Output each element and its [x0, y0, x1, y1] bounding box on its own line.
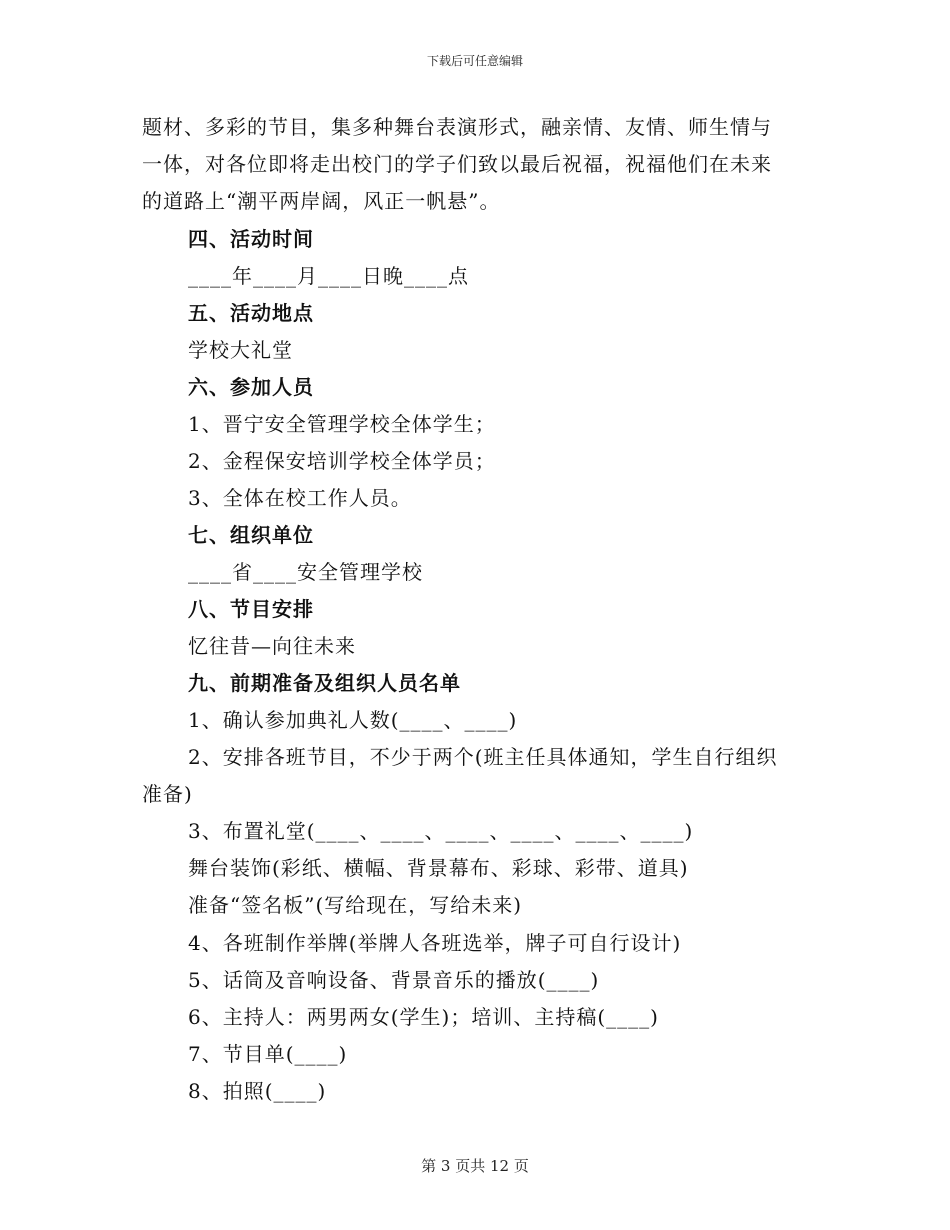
section-heading: 五、活动地点: [188, 301, 314, 325]
list-item: 3、布置礼堂(____、____、____、____、____、____): [188, 819, 694, 843]
list-item-continuation: 准备): [142, 782, 193, 806]
list-item: 6、主持人：两男两女(学生)；培训、主持稿(____): [188, 1005, 659, 1029]
section-text: 学校大礼堂: [188, 338, 293, 362]
page-header: 下载后可任意编辑: [426, 54, 523, 68]
list-item: 3、全体在校工作人员。: [188, 486, 412, 510]
list-subitem: 准备“签名板”(写给现在，写给未来): [188, 893, 523, 917]
list-item: 7、节目单(____): [188, 1042, 348, 1066]
section-heading: 九、前期准备及组织人员名单: [188, 671, 461, 695]
list-item: 4、各班制作举牌(举牌人各班选举，牌子可自行设计): [188, 931, 682, 955]
section-text: 忆往昔—向往未来: [188, 634, 356, 658]
section-heading: 六、参加人员: [188, 375, 314, 399]
section-heading: 八、节目安排: [188, 597, 314, 621]
section-heading: 四、活动时间: [188, 227, 314, 251]
list-item: 2、金程保安培训学校全体学员；: [188, 449, 496, 473]
section-heading: 七、组织单位: [188, 523, 314, 547]
list-subitem: 舞台装饰(彩纸、横幅、背景幕布、彩球、彩带、道具): [188, 856, 689, 880]
list-item: 5、话筒及音响设备、背景音乐的播放(____): [188, 968, 600, 992]
paragraph-line: 的道路上“潮平两岸阔，风正一帆悬”。: [142, 189, 501, 213]
section-text: ____年____月____日晚____点: [188, 264, 469, 288]
section-text: ____省____安全管理学校: [188, 560, 423, 584]
list-item: 1、晋宁安全管理学校全体学生；: [188, 412, 496, 436]
list-item: 2、安排各班节目，不少于两个(班主任具体通知，学生自行组织: [188, 745, 778, 769]
paragraph-line: 题材、多彩的节目，集多种舞台表演形式，融亲情、友情、师生情与: [142, 115, 772, 139]
list-item: 1、确认参加典礼人数(____、____): [188, 708, 518, 732]
list-item: 8、拍照(____): [188, 1079, 327, 1103]
page-footer: 第 3 页共 12 页: [421, 1157, 529, 1175]
paragraph-line: 一体，对各位即将走出校门的学子们致以最后祝福，祝福他们在未来: [142, 152, 772, 176]
